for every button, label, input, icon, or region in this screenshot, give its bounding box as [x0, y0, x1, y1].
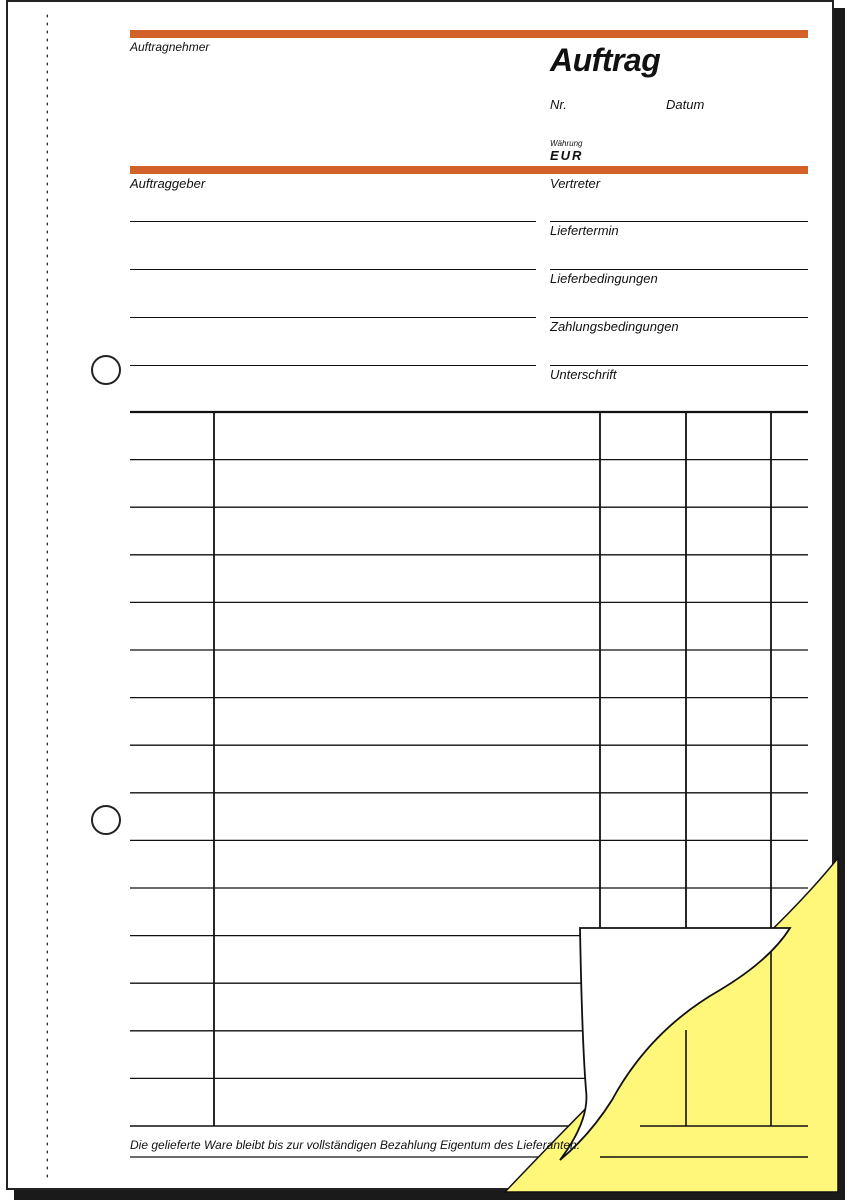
- contractor-label: Auftragnehmer: [130, 40, 210, 54]
- date-label: Datum: [666, 97, 705, 112]
- payment-terms-label: Zahlungsbedingungen: [550, 319, 679, 334]
- form-title: Auftrag: [550, 42, 661, 78]
- delivery-date-label: Liefertermin: [550, 223, 619, 238]
- delivery-terms-label: Lieferbedingungen: [550, 271, 658, 286]
- representative-label: Vertreter: [550, 176, 601, 191]
- currency-value: EUR: [550, 148, 584, 163]
- client-label: Auftraggeber: [130, 176, 206, 191]
- footer-note: Die gelieferte Ware bleibt bis zur vollständigen Bezahlung Eigentum des Lieferanten.: [130, 1138, 581, 1152]
- signature-label: Unterschrift: [550, 367, 617, 382]
- currency-label: Währung: [550, 139, 583, 148]
- number-label: Nr.: [550, 97, 567, 112]
